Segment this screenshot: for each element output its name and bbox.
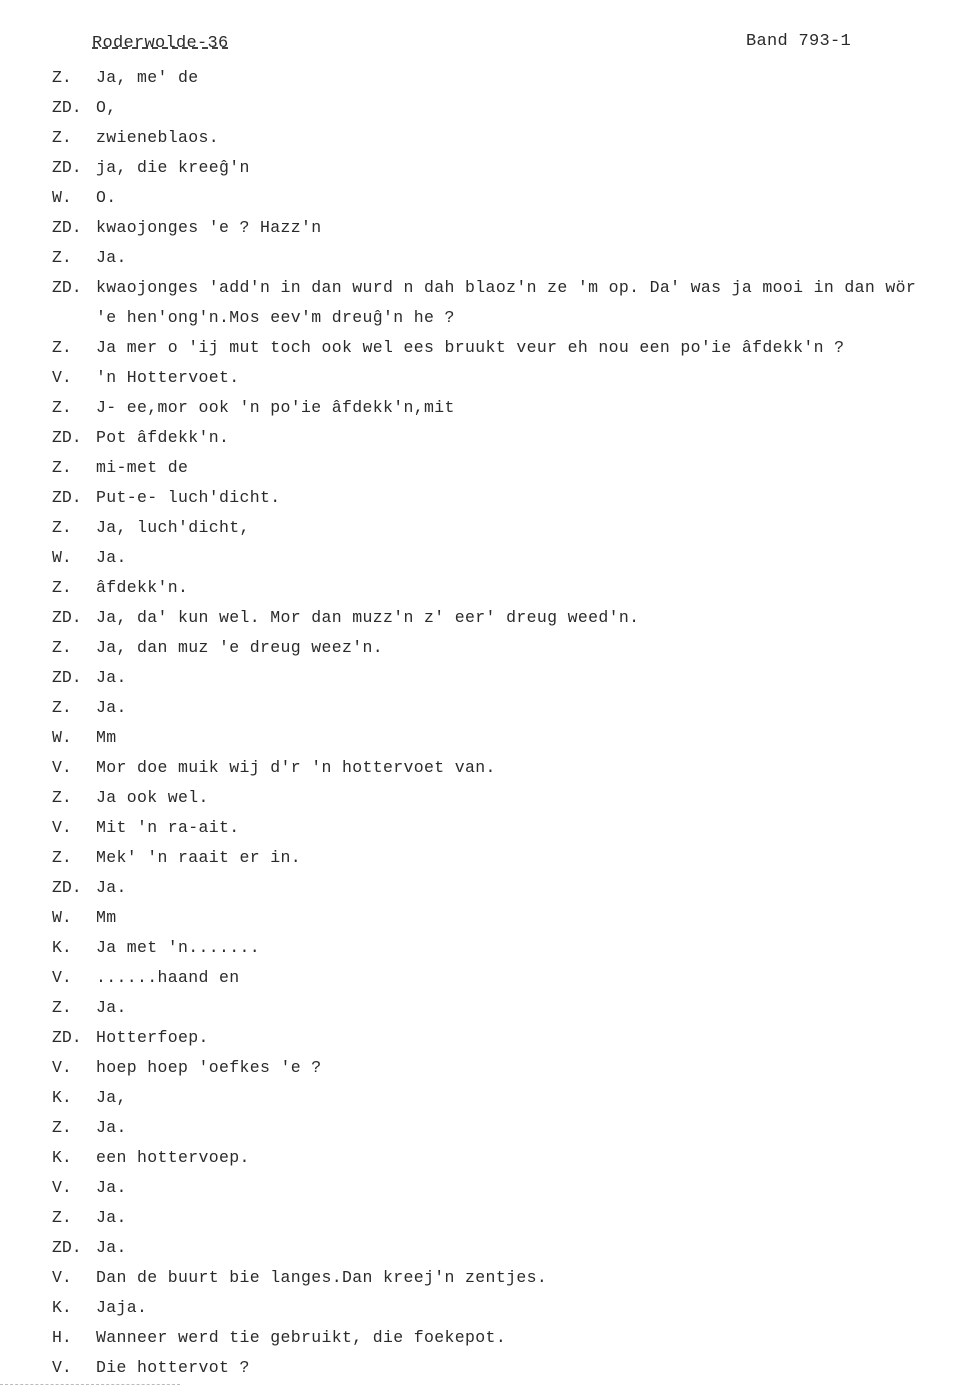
transcript-line [52, 1086, 967, 1116]
transcript-line [52, 396, 967, 426]
speaker-label: ZD. [52, 1028, 82, 1047]
transcript-line [52, 366, 967, 396]
transcript-line [52, 666, 967, 696]
utterance-text: Die hottervot ? [96, 1358, 250, 1377]
transcript-line [52, 966, 967, 996]
utterance-text: Pot âfdekk'n. [96, 428, 230, 447]
transcript-line [52, 336, 967, 366]
utterance-text: Ja ook wel. [96, 788, 209, 807]
utterance-text: Mor doe muik wij d'r 'n hottervoet van. [96, 758, 496, 777]
speaker-label: K. [52, 938, 72, 957]
utterance-text: O, [96, 98, 117, 117]
speaker-label: V. [52, 1358, 72, 1377]
speaker-label: V. [52, 368, 72, 387]
location-header: Roderwolde-36 [92, 34, 229, 53]
band-number: Band 793-1 [746, 32, 852, 51]
speaker-label: K. [52, 1148, 72, 1167]
speaker-label: K. [52, 1298, 72, 1317]
transcript-line [52, 696, 967, 726]
speaker-label: Z. [52, 998, 72, 1017]
utterance-text: Mit 'n ra-ait. [96, 818, 240, 837]
transcript-line [52, 1266, 967, 1296]
speaker-label: Z. [52, 698, 72, 717]
speaker-label: ZD. [52, 668, 82, 687]
utterance-text: Ja. [96, 668, 127, 687]
transcript-line [52, 1056, 967, 1086]
utterance-text: Wanneer werd tie gebruikt, die foekepot. [96, 1328, 507, 1347]
transcript-lines [52, 66, 967, 1386]
transcript-line [52, 546, 967, 576]
transcript-line [52, 156, 967, 186]
speaker-label: W. [52, 908, 72, 927]
transcript-line [52, 1116, 967, 1146]
speaker-label: ZD. [52, 218, 82, 237]
speaker-label: V. [52, 1058, 72, 1077]
utterance-text: Dan de buurt bie langes.Dan kreej'n zentjes. [96, 1268, 548, 1287]
transcript-line [52, 786, 967, 816]
speaker-label: Z. [52, 788, 72, 807]
transcript-line [52, 996, 967, 1026]
utterance-text: Ja. [96, 1238, 127, 1257]
utterance-text: hoep hoep 'oefkes 'e ? [96, 1058, 322, 1077]
utterance-text: een hottervoep. [96, 1148, 250, 1167]
utterance-text: Ja. [96, 1178, 127, 1197]
transcript-line [52, 1326, 967, 1356]
utterance-text: Jaja. [96, 1298, 148, 1317]
speaker-label: Z. [52, 638, 72, 657]
transcript-line [52, 1356, 967, 1386]
speaker-label: W. [52, 728, 72, 747]
transcript-line [52, 1026, 967, 1056]
speaker-label: ZD. [52, 98, 82, 117]
transcript-line [52, 936, 967, 966]
utterance-text: 'n Hottervoet. [96, 368, 240, 387]
transcript-line [52, 606, 967, 636]
utterance-text: Ja, me' de [96, 68, 199, 87]
speaker-label: Z. [52, 128, 72, 147]
utterance-text: Mek' 'n raait er in. [96, 848, 302, 867]
speaker-label: Z. [52, 848, 72, 867]
transcript-line [52, 1146, 967, 1176]
speaker-label: Z. [52, 248, 72, 267]
speaker-label: W. [52, 548, 72, 567]
utterance-text: Ja mer o 'ij mut toch ook wel ees bruukt veur eh nou een po'ie âfdekk'n ? [96, 338, 845, 357]
speaker-label: Z. [52, 578, 72, 597]
utterance-text: Ja. [96, 548, 127, 567]
utterance-text: Mm [96, 908, 117, 927]
speaker-label: Z. [52, 338, 72, 357]
speaker-label [52, 306, 96, 336]
transcript-line [52, 186, 967, 216]
speaker-label: W. [52, 188, 72, 207]
utterance-text: Put-e- luch'dicht. [96, 488, 281, 507]
transcript-line [52, 516, 967, 546]
utterance-text: âfdekk'n. [96, 578, 189, 597]
transcript-line [52, 66, 967, 96]
transcript-line [52, 726, 967, 756]
speaker-label: Z. [52, 1208, 72, 1227]
transcript-line [52, 456, 967, 486]
transcript-line [52, 756, 967, 786]
transcript-line [52, 126, 967, 156]
utterance-text: J- ee,mor ook 'n po'ie âfdekk'n,mit [96, 398, 455, 417]
speaker-label: K. [52, 1088, 72, 1107]
utterance-text: Ja, [96, 1088, 127, 1107]
utterance-text: Ja, luch'dicht, [96, 518, 250, 537]
speaker-label: ZD. [52, 278, 82, 297]
transcript-line [52, 306, 967, 336]
utterance-text: 'e hen'ong'n.Mos eev'm dreuĝ'n he ? [96, 308, 455, 327]
speaker-label: V. [52, 818, 72, 837]
utterance-text: Ja. [96, 248, 127, 267]
utterance-text: Ja. [96, 1118, 127, 1137]
utterance-text: O. [96, 188, 117, 207]
utterance-text: zwieneblaos. [96, 128, 220, 147]
speaker-label: V. [52, 1178, 72, 1197]
speaker-label: ZD. [52, 428, 82, 447]
speaker-label: ZD. [52, 878, 82, 897]
utterance-text: Ja. [96, 998, 127, 1017]
transcript-line [52, 1176, 967, 1206]
utterance-text: Ja, dan muz 'e dreug weez'n. [96, 638, 384, 657]
utterance-text: Ja met 'n....... [96, 938, 261, 957]
transcript-line [52, 1296, 967, 1326]
speaker-label: Z. [52, 1118, 72, 1137]
speaker-label: V. [52, 1268, 72, 1287]
transcript-line [52, 816, 967, 846]
speaker-label: Z. [52, 68, 72, 87]
utterance-text: ......haand en [96, 968, 240, 987]
transcript-line [52, 876, 967, 906]
speaker-label: ZD. [52, 158, 82, 177]
speaker-label: ZD. [52, 608, 82, 627]
transcript-line [52, 1236, 967, 1266]
speaker-label: ZD. [52, 488, 82, 507]
transcript-line [52, 576, 967, 606]
transcript-line [52, 1206, 967, 1236]
speaker-label: V. [52, 758, 72, 777]
utterance-text: Ja, da' kun wel. Mor dan muzz'n z' eer' dreug weed'n. [96, 608, 640, 627]
utterance-text: kwaojonges 'e ? Hazz'n [96, 218, 322, 237]
utterance-text: Hotterfoep. [96, 1028, 209, 1047]
transcript-line [52, 906, 967, 936]
transcript-line [52, 426, 967, 456]
utterance-text: ja, die kreeĝ'n [96, 158, 250, 177]
speaker-label: Z. [52, 518, 72, 537]
utterance-text: mi-met de [96, 458, 189, 477]
transcript-line [52, 276, 967, 306]
transcript-line [52, 636, 967, 666]
transcript-line [52, 486, 967, 516]
speaker-label: V. [52, 968, 72, 987]
transcript-line [52, 846, 967, 876]
utterance-text: Ja. [96, 698, 127, 717]
transcript-line [52, 96, 967, 126]
utterance-text: Ja. [96, 1208, 127, 1227]
speaker-label: Z. [52, 398, 72, 417]
transcript-line [52, 216, 967, 246]
speaker-label: Z. [52, 458, 72, 477]
speaker-label: ZD. [52, 1238, 82, 1257]
utterance-text: Mm [96, 728, 117, 747]
transcript-line [52, 246, 967, 276]
footer-divider [0, 1384, 180, 1385]
utterance-text: kwaojonges 'add'n in dan wurd n dah blaoz'n ze 'm op. Da' was ja mooi in dan wör [96, 278, 917, 297]
utterance-text: Ja. [96, 878, 127, 897]
speaker-label: H. [52, 1328, 72, 1347]
